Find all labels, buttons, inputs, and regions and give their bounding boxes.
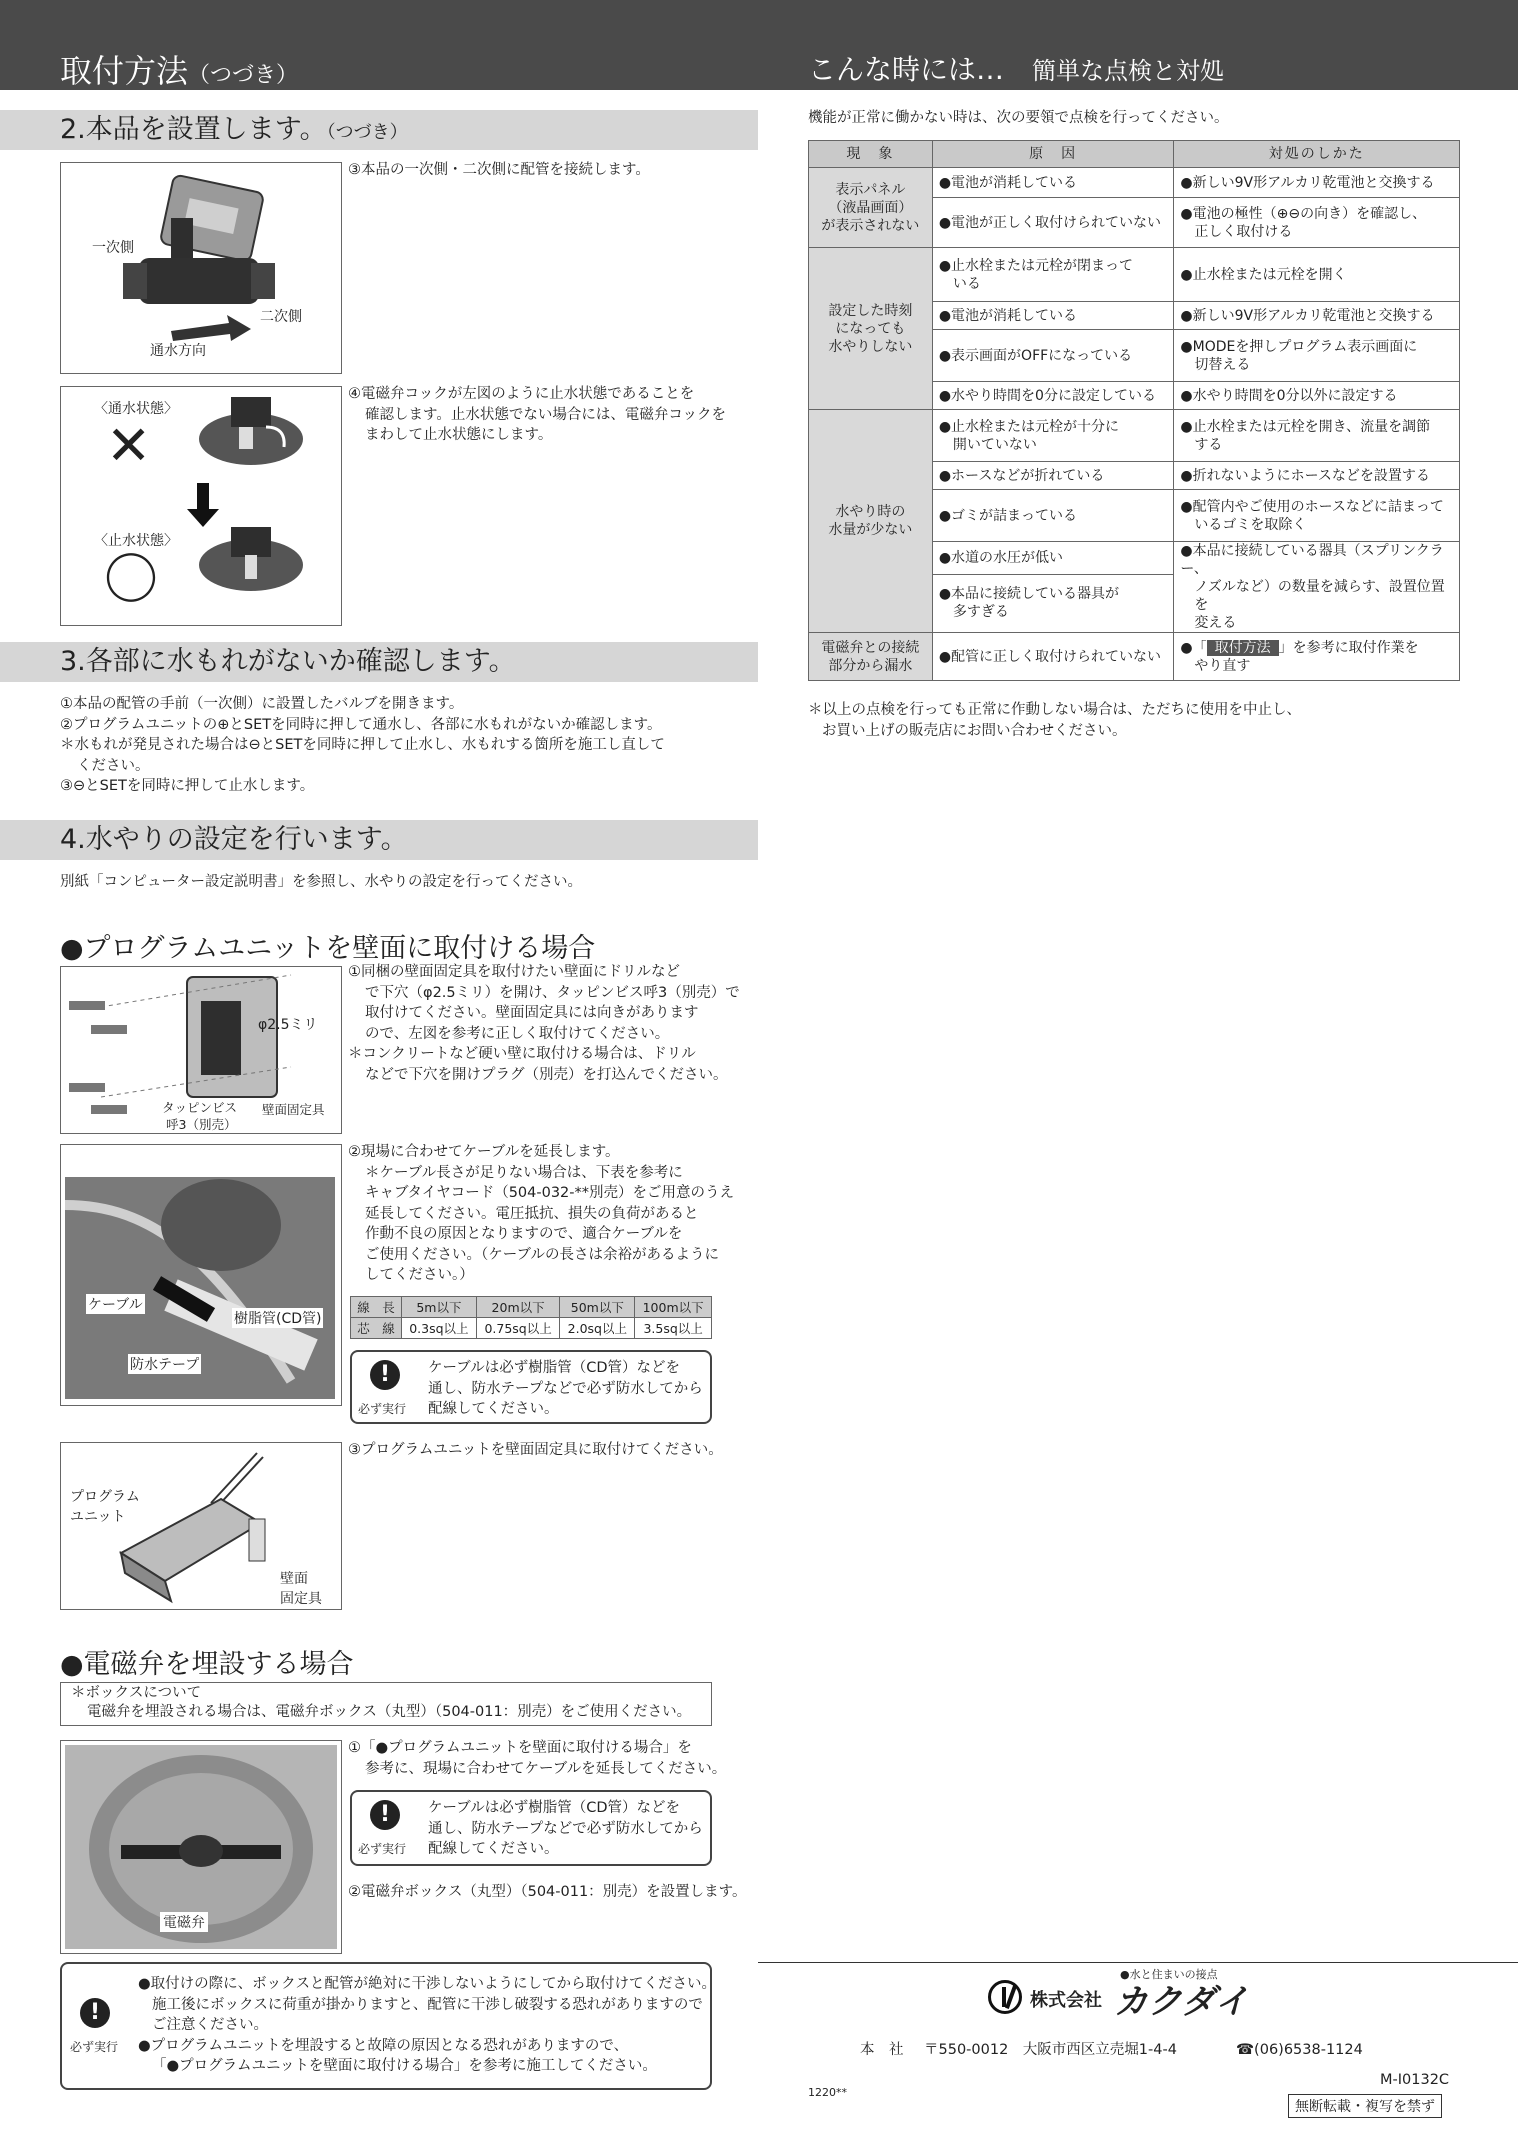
- remedy-cell: ●「 取付方法 」を参考に取付作業を やり直す: [1174, 633, 1460, 681]
- cause-cell: ●水道の水圧が低い: [932, 542, 1174, 575]
- cause-cell: ●ホースなどが折れている: [932, 462, 1174, 490]
- cause-cell: ●止水栓または元栓が閉まって いる: [932, 248, 1174, 302]
- table-header: 対処のしかた: [1174, 141, 1460, 168]
- cause-cell: ●電池が消耗している: [932, 302, 1174, 330]
- remedy-cell: ●MODEを押しプログラム表示画面に 切替える: [1174, 330, 1460, 382]
- photo-label-cd-pipe: 樹脂管(CD管): [232, 1308, 323, 1328]
- table-cell: 0.75sq以上: [476, 1318, 560, 1339]
- company-name: カクダイ: [1114, 1982, 1249, 2022]
- remedy-cell: ●止水栓または元栓を開き、流量を調節 する: [1174, 410, 1460, 462]
- remedy-cell: ●止水栓または元栓を開く: [1174, 248, 1460, 302]
- section-2-heading: 2.本品を設置します。（つづき）: [0, 110, 758, 150]
- address: 〒550-0012 大阪市西区立売堀1-4-4: [924, 2042, 1177, 2058]
- remedy-cell: ●水やり時間を0分以外に設定する: [1174, 382, 1460, 410]
- fig-label-primary: 一次側: [92, 240, 134, 256]
- remedy-cell: ●新しい9V形アルカリ乾電池と交換する: [1174, 168, 1460, 198]
- table-header: 現 象: [809, 141, 933, 168]
- cock-figure: [60, 386, 342, 626]
- buried-heading: ●電磁弁を埋設する場合: [60, 1649, 354, 1680]
- table-row: [809, 168, 1460, 198]
- table-row: [351, 1297, 712, 1318]
- table-cell: 線 長: [351, 1297, 402, 1318]
- buried-step-2-text: ②電磁弁ボックス（丸型）（504-011：別売）を設置します。: [348, 1884, 747, 1900]
- table-cell: 芯 線: [351, 1318, 402, 1339]
- table-row: [809, 141, 1460, 168]
- table-header: 原 因: [932, 141, 1174, 168]
- cause-cell: ●配管に正しく取付けられていない: [932, 633, 1174, 681]
- caution-text: ケーブルは必ず樹脂管（CD管）などを 通し、防水テープなどで必ず防水してから 配線してください。: [428, 1800, 703, 1857]
- doc-code: M-I0132C: [1380, 2072, 1450, 2088]
- section-4-heading: 4.水やりの設定を行います。: [0, 820, 758, 860]
- company-prefix: 株式会社: [1030, 1990, 1102, 2011]
- page-title-left: 取付方法（つづき）: [60, 52, 299, 90]
- company-logo-icon: [988, 1980, 1022, 2014]
- phone: ☎(06)6538-1124: [1236, 2042, 1363, 2058]
- wall-step-1-text: ①同梱の壁面固定具を取付けたい壁面にドリルなど で下穴（φ2.5ミリ）を開け、タッピンビス呼3（別売）で 取付けてください。壁面固定具には向きがあります ので、左図を参考に正しく取付けてください。 ＊コンクリートなど硬い壁に取付ける場合は、ドリル などで下穴を開けプラグ（別売）を打込んでください。: [348, 964, 740, 1083]
- fig-label-open: 〈通水状態〉: [94, 401, 178, 417]
- section-3-heading: 3.各部に水もれがないか確認します。: [0, 642, 758, 682]
- fig-label-wall-mount-2: 固定具: [280, 1591, 322, 1607]
- step-2-3-text: ③本品の一次側・二次側に配管を接続します。: [348, 162, 650, 178]
- cause-cell: ●電池が消耗している: [932, 168, 1174, 198]
- remedy-cell: ●折れないようにホースなどを設置する: [1174, 462, 1460, 490]
- fig-label-wall-mount: 壁面: [280, 1571, 308, 1587]
- ng-mark-icon: ✕: [106, 414, 152, 477]
- cause-cell: ●水やり時間を0分に設定している: [932, 382, 1174, 410]
- cause-cell: ●本品に接続している器具が 多すぎる: [932, 574, 1174, 632]
- buried-step-1-text: ①「●プログラムユニットを壁面に取付ける場合」を 参考に、現場に合わせてケーブルを延長してください。: [348, 1740, 727, 1777]
- symptom-cell: 設定した時刻 になっても 水やりしない: [809, 248, 933, 410]
- photo-label-tape: 防水テープ: [128, 1354, 201, 1374]
- trouble-table: [808, 140, 1460, 681]
- photo-label-valve: 電磁弁: [160, 1912, 208, 1932]
- table-row: [809, 410, 1460, 462]
- trouble-intro: 機能が正常に働かない時は、次の要領で点検を行ってください。: [808, 110, 1229, 126]
- box-note: ＊ボックスについて 電磁弁を埋設される場合は、電磁弁ボックス（丸型）（504-011：別売）をご使用ください。: [60, 1682, 712, 1726]
- remedy-cell: ●電池の極性（⊕⊖の向き）を確認し、 正しく取付ける: [1174, 198, 1460, 248]
- exclamation-icon: !: [370, 1800, 400, 1830]
- wall-step-2-text: ②現場に合わせてケーブルを延長します。 ＊ケーブル長さが足りない場合は、下表を参考に キャブタイヤコード（504-032-**別売）をご用意のうえ 延長してください。電圧抵抗、損失の負荷があると 作動不良の原因となりますので、適合ケーブルを ご使用ください。（ケーブルの長さは余裕があるように してください。）: [348, 1144, 735, 1283]
- remedy-cell: ●新しい9V形アルカリ乾電池と交換する: [1174, 302, 1460, 330]
- remedy-cell: ●本品に接続している器具（スプリンクラー、 ノズルなど）の数量を減らす、設置位置を 変える: [1174, 542, 1460, 633]
- cause-cell: ●止水栓または元栓が十分に 開いていない: [932, 410, 1174, 462]
- section-3-text: ①本品の配管の手前（一次側）に設置したバルブを開きます。 ②プログラムユニットの⊕とSETを同時に押して通水し、各部に水もれがないか確認します。 ＊水もれが発見された場合は⊖とSETを同時に押して止水し、水もれする箇所を施工し直して ください。 ③⊖とSETを同時に押して止水します。: [60, 696, 665, 794]
- caution-mark-label: 必ず実行: [358, 1402, 407, 1416]
- trouble-footnote: ＊以上の点検を行っても正常に作動しない場合は、ただちに使用を中止し、 お買い上げの販売店にお問い合わせください。: [808, 702, 1301, 739]
- symptom-cell: 電磁弁との接続 部分から漏水: [809, 633, 933, 681]
- cause-cell: ●表示画面がOFFになっている: [932, 330, 1174, 382]
- caution-box-cable: [350, 1350, 712, 1424]
- page-title-right: こんな時には… 簡単な点検と対処: [808, 53, 1225, 86]
- address-label: 本 社: [860, 2042, 904, 2058]
- caution-box-buried: [350, 1790, 712, 1866]
- caution-text: ケーブルは必ず樹脂管（CD管）などを 通し、防水テープなどで必ず防水してから 配線してください。: [428, 1360, 703, 1417]
- fig-label-secondary: 二次側: [260, 309, 302, 325]
- caution-mark-label: 必ず実行: [358, 1842, 407, 1856]
- copyright-stamp: 無断転載・複写を禁ず: [1288, 2094, 1442, 2118]
- fig-label-screw: タッピンビス: [162, 1100, 238, 1115]
- fig-label-closed: 〈止水状態〉: [94, 533, 178, 549]
- fig-label-screw-size: 呼3（別売）: [166, 1117, 237, 1132]
- fig-label-unit: プログラム: [70, 1489, 140, 1505]
- table-cell: 50m以下: [560, 1297, 635, 1318]
- fig-label-flow: 通水方向: [150, 343, 206, 359]
- fig-label-drill: φ2.5ミリ: [258, 1017, 318, 1033]
- wall-step-3-text: ③プログラムユニットを壁面固定具に取付けてください。: [348, 1442, 723, 1458]
- caution-mark-label: 必ず実行: [70, 2040, 119, 2054]
- wall-mount-heading: ●プログラムユニットを壁面に取付ける場合: [60, 933, 596, 964]
- bottom-caution-box: [60, 1962, 717, 2090]
- section-4-text: 別紙「コンピューター設定説明書」を参照し、水やりの設定を行ってください。: [60, 874, 582, 890]
- date-code: 1220**: [808, 2086, 847, 2099]
- exclamation-icon: !: [370, 1360, 400, 1390]
- step-2-4-text: ④電磁弁コックが左図のように止水状態であることを 確認します。止水状態でない場合には、電磁弁コックを まわして止水状態にします。: [348, 386, 727, 443]
- table-cell: 0.3sq以上: [401, 1318, 476, 1339]
- bottom-caution-text: ●取付けの際に、ボックスと配管が絶対に干渉しないようにしてから取付けてください。 施工後にボックスに荷重が掛かりますと、配管に干渉し破裂する恐れがありますので ご注意ください。 ●プログラムユニットを埋設すると故障の原因となる恐れがありますので、 「●プログラムユニットを壁面に取付ける場合」を参考に施工してください。: [138, 1976, 717, 2074]
- install-method-tag: 取付方法: [1207, 640, 1279, 656]
- table-cell: 3.5sq以上: [635, 1318, 712, 1339]
- fig-label-unit-2: ユニット: [70, 1509, 126, 1525]
- photo-label-cable: ケーブル: [86, 1294, 145, 1314]
- symptom-cell: 水やり時の 水量が少ない: [809, 410, 933, 633]
- table-cell: 100m以下: [635, 1297, 712, 1318]
- table-cell: 2.0sq以上: [560, 1318, 635, 1339]
- table-cell: 20m以下: [476, 1297, 560, 1318]
- table-row: [809, 248, 1460, 302]
- footer-divider: [758, 1962, 1518, 1963]
- table-cell: 5m以下: [401, 1297, 476, 1318]
- remedy-cell: ●配管内やご使用のホースなどに詰まって いるゴミを取除く: [1174, 490, 1460, 542]
- cause-cell: ●ゴミが詰まっている: [932, 490, 1174, 542]
- company-tagline: ●水と住まいの接点: [1120, 1968, 1218, 1981]
- ok-mark-icon: 〇: [104, 548, 158, 611]
- cable-size-table: [350, 1296, 712, 1339]
- table-row: [809, 633, 1460, 681]
- table-row: [351, 1318, 712, 1339]
- symptom-cell: 表示パネル （液晶画面） が表示されない: [809, 168, 933, 248]
- fig-label-mount: 壁面固定具: [262, 1102, 325, 1117]
- cause-cell: ●電池が正しく取付けられていない: [932, 198, 1174, 248]
- exclamation-icon: !: [80, 1998, 110, 2028]
